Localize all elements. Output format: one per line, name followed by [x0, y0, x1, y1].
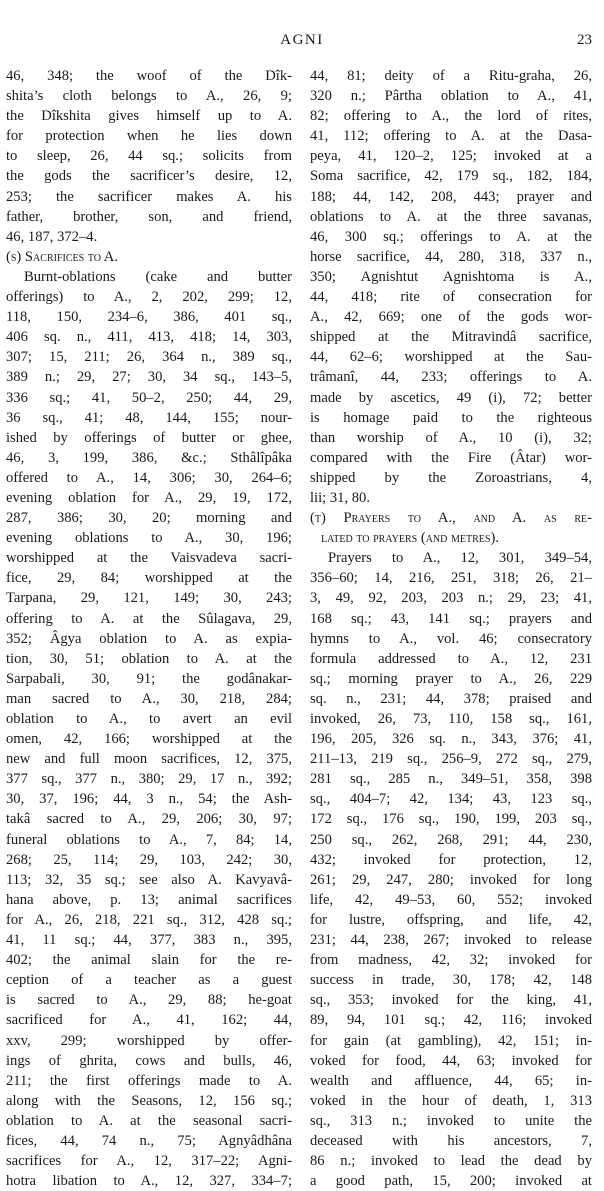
index-line: sacrificed for A., 41, 162; 44,: [6, 1012, 292, 1029]
index-line: deceased with his ancestors, 7,: [310, 1132, 592, 1149]
index-line: invoked, 26, 73, 110, 158 sq., 161,: [310, 711, 592, 727]
index-line: sacrifices for A., 12, 317–22; Agni-: [6, 1153, 292, 1170]
index-line: success in trade, 30, 178; 42, 148: [310, 972, 592, 989]
index-line: Prayers to A., 12, 301, 349–54,: [328, 550, 592, 567]
index-line: 287, 386; 30, 20; morning and: [6, 510, 292, 527]
index-line: evening oblation for A., 29, 19, 172,: [6, 489, 292, 506]
index-line: new and full moon sacrifices, 12, 375,: [6, 751, 292, 768]
index-line: 253; the sacrificer makes A. his: [6, 188, 292, 205]
index-line: 402; the animal slain for the re-: [6, 952, 292, 969]
index-line: Sarpabali, 30, 91; the godânakar-: [6, 670, 292, 687]
index-line: for protection when he lies down: [6, 128, 292, 145]
index-line: for gain (at gambling), 42, 151; in-: [310, 1032, 592, 1049]
index-line: 320 n.; Pârtha oblation to A., 41,: [310, 88, 592, 105]
index-line: ings of ghrita, cows and bulls, 46,: [6, 1052, 292, 1069]
running-title: AGNI: [280, 32, 324, 48]
index-line: ished by offerings of butter or ghee,: [6, 429, 292, 446]
index-line: 211–13, 219 sq., 256–9, 272 sq., 279,: [310, 751, 592, 768]
index-line: 118, 150, 234–6, 386, 401 sq.,: [6, 309, 292, 326]
index-line: 44, 81; deity of a Ritu-graha, 26,: [310, 68, 592, 84]
index-line: 113; 32, 35 sq.; see also A. Kavyavâ-: [6, 871, 292, 888]
index-line: oblations to A. at the three savanas,: [310, 208, 592, 225]
index-line: 168 sq.; 43, 141 sq.; prayers and: [310, 610, 592, 627]
index-line: evening oblations to A., 30, 196;: [6, 530, 292, 547]
index-line: from madness, 42, 32; invoked for: [310, 952, 592, 969]
index-line: 196, 205, 326 sq. n., 343, 376; 41,: [310, 731, 592, 748]
index-line: fices, 44, 74 n., 75; Agnyâdhâna: [6, 1132, 292, 1149]
index-line: Burnt-oblations (cake and butter: [24, 268, 292, 285]
index-line: formula addressed to A., 12, 231: [310, 650, 592, 667]
index-line: 432; invoked for protection, 12,: [310, 851, 592, 868]
index-line: the Dîkshita gives himself up to A.: [6, 108, 292, 125]
index-line: hotra libation to A., 12, 327, 334–7;: [6, 1173, 292, 1190]
index-line: the gods the sacrificer’s desire, 12,: [6, 168, 292, 185]
index-line: wealth and affluence, 44, 65; in-: [310, 1072, 592, 1089]
index-line: Tarpana, 29, 121, 149; 30, 243;: [6, 590, 292, 607]
index-line: funeral oblations to A., 7, 84; 14,: [6, 831, 292, 848]
index-line: compared with the Fire (Âtar) wor-: [310, 449, 592, 466]
index-line: trâmanî, 44, 233; offerings to A.: [310, 369, 592, 386]
index-line: oblation to A., to avert an evil: [6, 711, 292, 727]
index-line: fice, 29, 84; worshipped at the: [6, 570, 292, 587]
index-line: 377 sq., 377 n., 380; 29, 17 n., 392;: [6, 771, 292, 788]
index-line: 30, 37, 196; 44, 3 n., 54; the Ash-: [6, 791, 292, 808]
index-line: omen, 42, 166; worshipped at the: [6, 731, 292, 748]
right-column: [310, 66, 592, 1191]
index-line: horse sacrifice, 44, 280, 318, 337 n.,: [310, 248, 592, 265]
index-line: worshipped at the Vaisvadeva sacri-: [6, 550, 292, 567]
index-line: 46, 3, 199, 386, &c.; Sthâlîpâka: [6, 449, 292, 466]
index-line: 356–60; 14, 216, 251, 318; 26, 21–: [310, 570, 592, 587]
index-line: made by ascetics, 49 (i), 72; better: [310, 389, 592, 406]
index-line: xxv, 299; worshipped by offer-: [6, 1032, 292, 1049]
index-line: hana above, p. 13; animal sacrifices: [6, 891, 292, 908]
index-line: for A., 26, 218, 221 sq., 312, 428 sq.;: [6, 911, 292, 928]
index-line: 3, 49, 92, 203, 203 n.; 29, 23; 41,: [310, 590, 592, 607]
index-line: 36 sq., 41; 48, 144, 155; nour-: [6, 409, 292, 426]
index-line: a good path, 15, 200; invoked at: [310, 1173, 592, 1190]
index-line: 211; the first offerings made to A.: [6, 1072, 292, 1089]
index-line: sq.; morning prayer to A., 26, 229: [310, 670, 592, 687]
index-line: 250 sq., 262, 268, 291; 44, 230,: [310, 831, 592, 848]
index-line: 86 n.; invoked to lead the dead by: [310, 1153, 592, 1170]
index-line: offerings) to A., 2, 202, 299; 12,: [6, 289, 292, 306]
index-line: 41, 112; offering to A. at the Dasa-: [310, 128, 592, 145]
index-line: sq., 313 n.; invoked to unite the: [310, 1112, 592, 1129]
index-line: shipped by the Zoroastrians, 4,: [310, 469, 592, 486]
index-line: Soma sacrifice, 42, 179 sq., 182, 184,: [310, 168, 592, 185]
index-line: 389 n.; 29, 27; 30, 34 sq., 143–5,: [6, 369, 292, 386]
index-line: 231; 44, 238, 267; invoked to release: [310, 932, 592, 949]
index-line: along with the Seasons, 12, 156 sq.;: [6, 1092, 292, 1109]
index-line: father, brother, son, and friend,: [6, 208, 292, 225]
index-line: lii; 31, 80.: [310, 489, 370, 506]
index-line: sq., 353; invoked for the king, 41,: [310, 992, 592, 1009]
index-line: is sacred to A., 29, 88; he-goat: [6, 992, 292, 1009]
index-line: 44, 62–6; worshipped at the Sau-: [310, 349, 592, 366]
index-line: 188; 44, 142, 208, 443; prayer and: [310, 188, 592, 205]
index-line: (t) Prayers to A., and A. as re-: [310, 510, 592, 527]
index-line: to sleep, 26, 44 sq.; solicits from: [6, 148, 292, 165]
index-line: for lustre, offspring, and life, 42,: [310, 911, 592, 928]
index-line: 352; Âgya oblation to A. as expia-: [6, 630, 292, 647]
index-line: 172 sq., 176 sq., 190, 199, 203 sq.,: [310, 811, 592, 828]
index-line: man sacred to A., 30, 218, 284;: [6, 690, 292, 707]
index-line: shita’s cloth belongs to A., 26, 9;: [6, 88, 292, 105]
index-line: 41, 11 sq.; 44, 377, 383 n., 395,: [6, 932, 292, 949]
index-line: 82; offering to A., the lord of rites,: [310, 108, 592, 125]
index-line: offering to A. at the Sûlagava, 29,: [6, 610, 292, 627]
index-line: A., 42, 669; one of the gods wor-: [310, 309, 592, 326]
page-header: [0, 0, 604, 48]
index-line: oblation to A. at the seasonal sacri-: [6, 1112, 292, 1129]
index-line: 406 sq. n., 411, 413, 418; 14, 303,: [6, 329, 292, 346]
index-line: 89, 94, 101 sq.; 42, 116; invoked: [310, 1012, 592, 1029]
index-line: life, 42, 49–53, 60, 552; invoked: [310, 891, 592, 908]
index-line: lated to prayers (and metres).: [321, 530, 499, 547]
index-line: 46, 348; the woof of the Dîk-: [6, 68, 292, 84]
index-line: sq., 404–7; 42, 134; 43, 123 sq.,: [310, 791, 592, 808]
index-line: ception of a teacher as a guest: [6, 972, 292, 989]
index-line: 268; 25, 114; 29, 103, 242; 30,: [6, 851, 292, 868]
index-line: hymns to A., vol. 46; consecratory: [310, 630, 592, 647]
page-number: 23: [577, 32, 592, 48]
index-line: peya, 41, 120–2, 125; invoked at a: [310, 148, 592, 165]
index-line: 261; 29, 247, 280; invoked for long: [310, 871, 592, 888]
index-line: is homage paid to the righteous: [310, 409, 592, 426]
index-line: sq. n., 231; 44, 378; praised and: [310, 690, 592, 707]
index-line: 336 sq.; 41, 50–2, 250; 44, 29,: [6, 389, 292, 406]
index-line: offered to A., 14, 306; 30, 264–6;: [6, 469, 292, 486]
index-line: tion, 30, 51; oblation to A. at the: [6, 650, 292, 667]
index-line: 307; 15, 211; 26, 364 n., 389 sq.,: [6, 349, 292, 366]
index-line: (s) Sacrifices to A.: [6, 248, 118, 265]
index-line: 46, 300 sq.; offerings to A. at the: [310, 228, 592, 245]
index-line: than worship of A., 10 (i), 32;: [310, 429, 592, 446]
index-line: voked in the hour of death, 1, 313: [310, 1092, 592, 1109]
index-line: shipped at the Mitravindâ sacrifice,: [310, 329, 592, 346]
index-line: 281 sq., 285 n., 349–51, 358, 398: [310, 771, 592, 788]
index-line: 46, 187, 372–4.: [6, 228, 98, 245]
index-line: takâ sacred to A., 29, 206; 30, 97;: [6, 811, 292, 828]
index-line: voked for food, 44, 63; invoked for: [310, 1052, 592, 1069]
left-column: [6, 66, 292, 1191]
index-line: 44, 418; rite of consecration for: [310, 289, 592, 306]
index-line: 350; Agnishtut Agnishtoma is A.,: [310, 268, 592, 285]
